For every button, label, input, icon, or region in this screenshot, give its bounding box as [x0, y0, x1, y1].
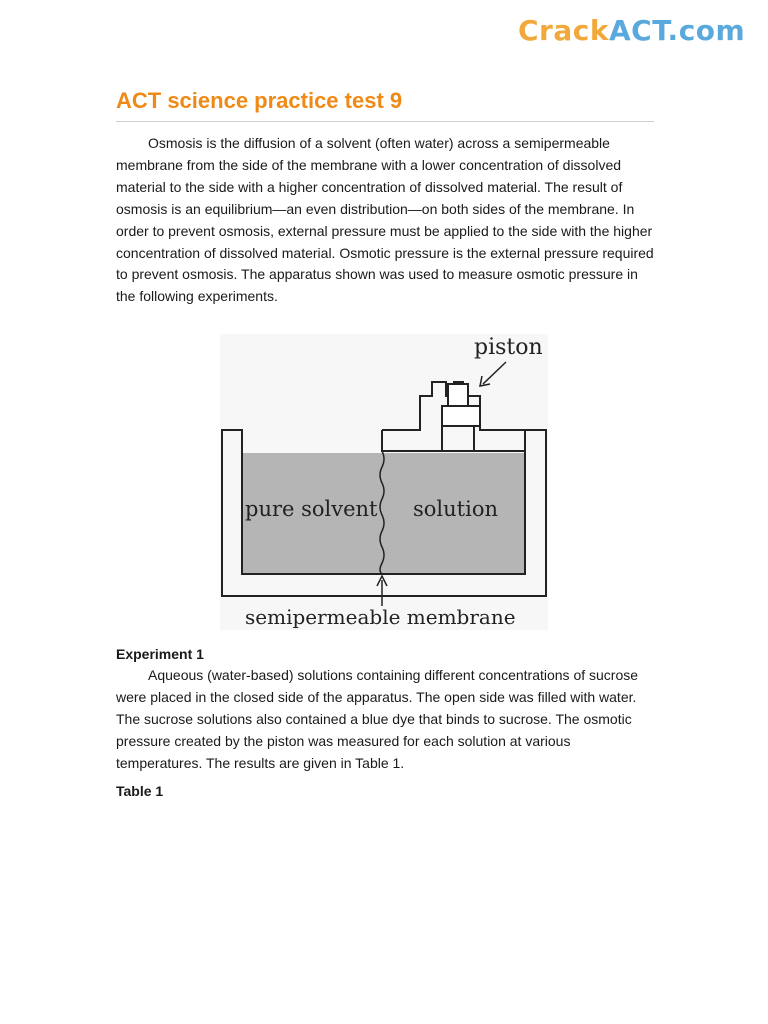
solution-label: solution [413, 497, 498, 521]
piston [442, 406, 480, 426]
piston-rod [448, 384, 468, 406]
semipermeable-membrane-label: semipermeable membrane [245, 605, 516, 629]
piston-label: piston [474, 335, 543, 360]
logo-part-crack: Crack [518, 14, 609, 47]
logo-part-act-com: ACT.com [608, 14, 746, 47]
experiment-1-heading: Experiment 1 [116, 646, 204, 662]
experiment-1-paragraph: Aqueous (water-based) solutions containing different concentrations of sucrose were placed in the closed side of the apparatus. The open side was filled with water. The sucrose solutions also contained a blue dye that binds to sucrose. The osmotic pressure created by the piston was measured for each solution at various temperatures. The results are given in Table 1. [116, 667, 639, 771]
page-title: ACT science practice test 9 [116, 88, 403, 113]
title-divider [116, 121, 654, 122]
table-1-heading: Table 1 [116, 783, 164, 799]
intro-paragraph: Osmosis is the diffusion of a solvent (often water) across a semipermeable membrane from the side of the membrane with a lower concentration of dissolved material to the side with a higher concentration of dissolved material. The result of osmosis is an equilibrium—an even distribution—on both sides of the membrane. In order to prevent osmosis, external pressure must be applied to the side with the higher concentration of dissolved material. Osmotic pressure is the external pressure required to prevent osmosis. The apparatus shown was used to measure osmotic pressure in the following experiments. [116, 135, 654, 305]
pure-solvent-label: pure solvent [245, 497, 378, 521]
site-logo[interactable] [518, 14, 745, 47]
osmosis-apparatus-diagram [220, 334, 548, 630]
